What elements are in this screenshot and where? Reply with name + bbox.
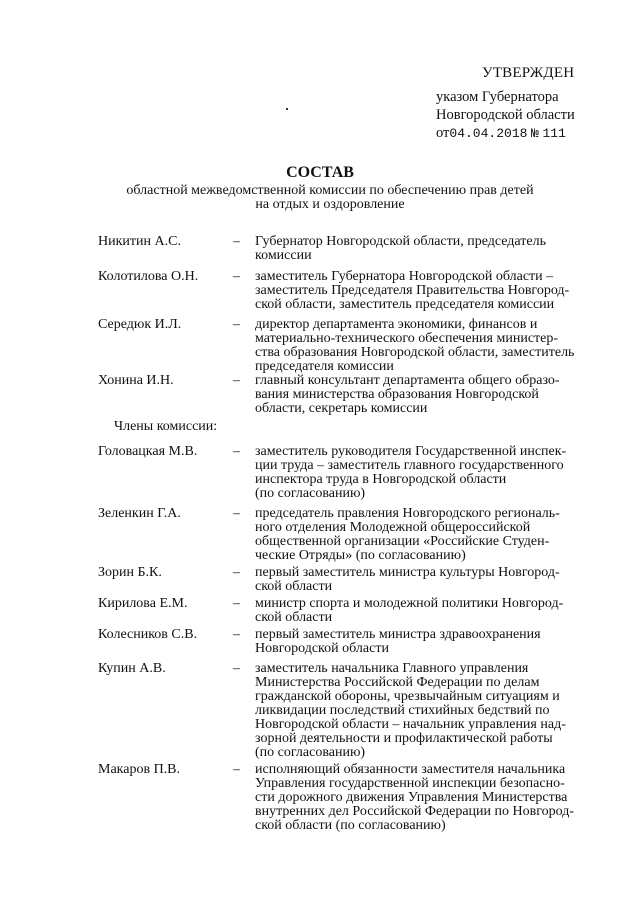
approval-number: 111 [542, 126, 566, 141]
member-role: главный консультант департамента общего образо- вания министерства образования Новгородской области, секретарь комиссии [255, 373, 560, 416]
member-row [98, 235, 608, 270]
member-row [98, 270, 608, 318]
member-name: Никитин А.С. [98, 234, 181, 249]
dash: – [233, 373, 240, 388]
member-name: Колотилова О.Н. [98, 269, 199, 284]
member-row [98, 662, 608, 763]
member-row [98, 445, 608, 507]
dash: – [233, 627, 240, 642]
dash: – [233, 234, 240, 249]
dash: – [233, 317, 240, 332]
member-role: первый заместитель министра культуры Новгород- ской области [255, 565, 560, 594]
member-name: Купин А.В. [98, 661, 166, 676]
member-row [98, 566, 608, 597]
member-name: Хонина И.Н. [98, 373, 174, 388]
member-role: Губернатор Новгородской области, председатель комиссии [255, 234, 546, 263]
member-role: директор департамента экономики, финансов и материально-технического обеспечения министер- ства образования Новгородской области, заместитель председателя комиссии [255, 317, 575, 374]
number-sign: № [531, 126, 539, 141]
member-row [98, 597, 608, 628]
date-prefix: от [436, 125, 450, 141]
dash: – [233, 269, 240, 284]
member-row [98, 374, 608, 420]
member-name: Зеленкин Г.А. [98, 506, 181, 521]
document-title: СОСТАВ [286, 164, 354, 181]
member-row [98, 763, 608, 835]
dash: – [233, 661, 240, 676]
member-name: Середюк И.Л. [98, 317, 182, 332]
subtitle-line: областной межведомственной комиссии по обеспечению прав детей [126, 183, 534, 198]
dash: – [233, 506, 240, 521]
dash: – [233, 762, 240, 777]
document-subtitle [120, 184, 540, 212]
dash: – [233, 444, 240, 459]
member-row [98, 507, 608, 566]
member-role: первый заместитель министра здравоохранения Новгородской области [255, 627, 541, 656]
member-role: заместитель руководителя Государственной инспек- ции труда – заместитель главного государственного инспектора труда в Новгородской области (по согласованию) [255, 444, 567, 501]
dash: – [233, 596, 240, 611]
member-name: Зорин Б.К. [98, 565, 162, 580]
approval-heading: УТВЕРЖДЕН [482, 65, 575, 81]
member-role: заместитель Губернатора Новгородской области – заместитель Председателя Правительства Новгород- ской области, заместитель председателя комиссии [255, 269, 570, 312]
subtitle-line: на отдых и оздоровление [255, 197, 405, 212]
members-heading: Члены комиссии: [114, 419, 218, 434]
commission-list [98, 235, 608, 835]
dash: – [233, 565, 240, 580]
member-role: заместитель начальника Главного управления Министерства Российской Федерации по делам гражданской обороны, чрезвычайным ситуациям и ликвидации последствий стихийных бедствий по Новгородской области – начальник управления над- зорной деятельности и профилактической работы (по согласованию) [255, 661, 566, 760]
approval-date: 04.04.2018 [449, 126, 528, 141]
member-row [98, 628, 608, 662]
member-name: Макаров П.В. [98, 762, 181, 777]
approval-line: Новгородской области [436, 107, 575, 123]
member-role: министр спорта и молодежной политики Новгород- ской области [255, 596, 564, 625]
member-name: Кирилова Е.М. [98, 596, 188, 611]
member-row [98, 318, 608, 374]
approval-block [436, 64, 606, 143]
approval-line: указом Губернатора [436, 89, 559, 105]
approval-date-line [436, 124, 606, 143]
member-role: председатель правления Новгородского региональ- ного отделения Молодежной общероссийской общественной организации «Российские Студен- ческие Отряды» (по согласованию) [255, 506, 560, 563]
member-name: Колесников С.В. [98, 627, 198, 642]
member-role: исполняющий обязанности заместителя начальника Управления государственной инспекции безопасно- сти дорожного движения Управления Министерства внутренних дел Российской Федерации по Новгород- ской области (по согласованию) [255, 762, 575, 833]
scan-speck [286, 108, 288, 110]
member-name: Головацкая М.В. [98, 444, 198, 459]
